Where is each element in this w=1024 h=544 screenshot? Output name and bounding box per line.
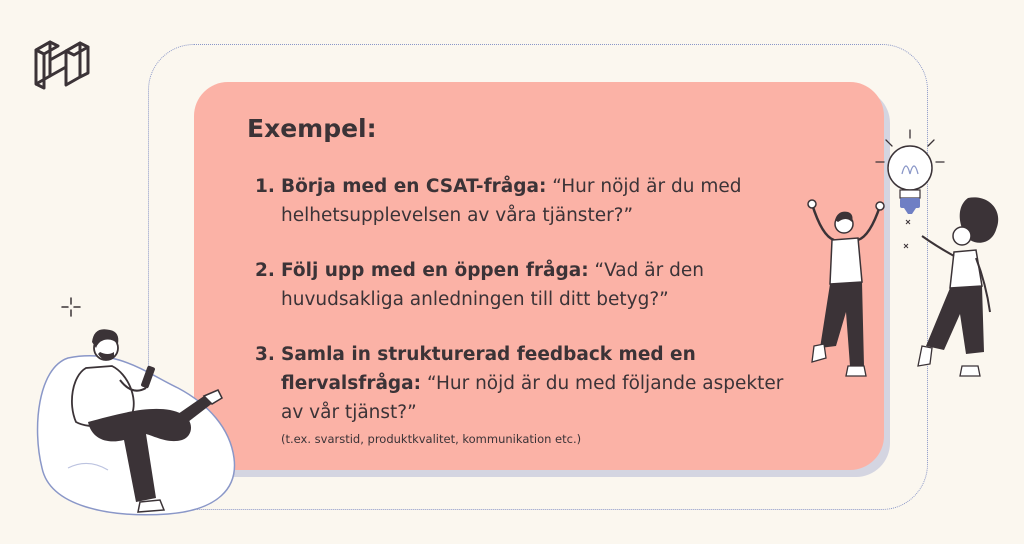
item-number: 1. <box>255 176 275 197</box>
item-text: “Vad är den <box>588 260 704 281</box>
man-on-beanbag-illustration <box>28 318 243 528</box>
cheering-man-illustration <box>800 196 892 378</box>
item-number: 3. <box>255 344 275 365</box>
woman-illustration <box>896 194 1004 380</box>
brand-logo-icon <box>30 28 92 94</box>
sparkle-icon <box>60 296 82 318</box>
item-bold-text: Börja med en CSAT-fråga: <box>281 176 547 197</box>
item-text: huvudsakliga anledningen till ditt betyg?” <box>281 289 669 310</box>
item-bold-text: Följ upp med en öppen fråga: <box>281 260 589 281</box>
item-text: helhetsupplevelsen av våra tjänster?” <box>281 205 634 226</box>
item-text: “Hur nöjd är du med följande aspekter <box>421 373 784 394</box>
footnote: (t.ex. svarstid, produktkvalitet, kommunikation etc.) <box>281 432 582 446</box>
item-text: av vår tjänst?” <box>281 402 417 423</box>
item-bold-text: flervalsfråga: <box>281 373 422 394</box>
item-bold-text: Samla in strukturerad feedback med en <box>281 344 696 365</box>
card-heading: Exempel: <box>247 114 377 143</box>
item-text: “Hur nöjd är du med <box>546 176 742 197</box>
item-number: 2. <box>255 260 275 281</box>
